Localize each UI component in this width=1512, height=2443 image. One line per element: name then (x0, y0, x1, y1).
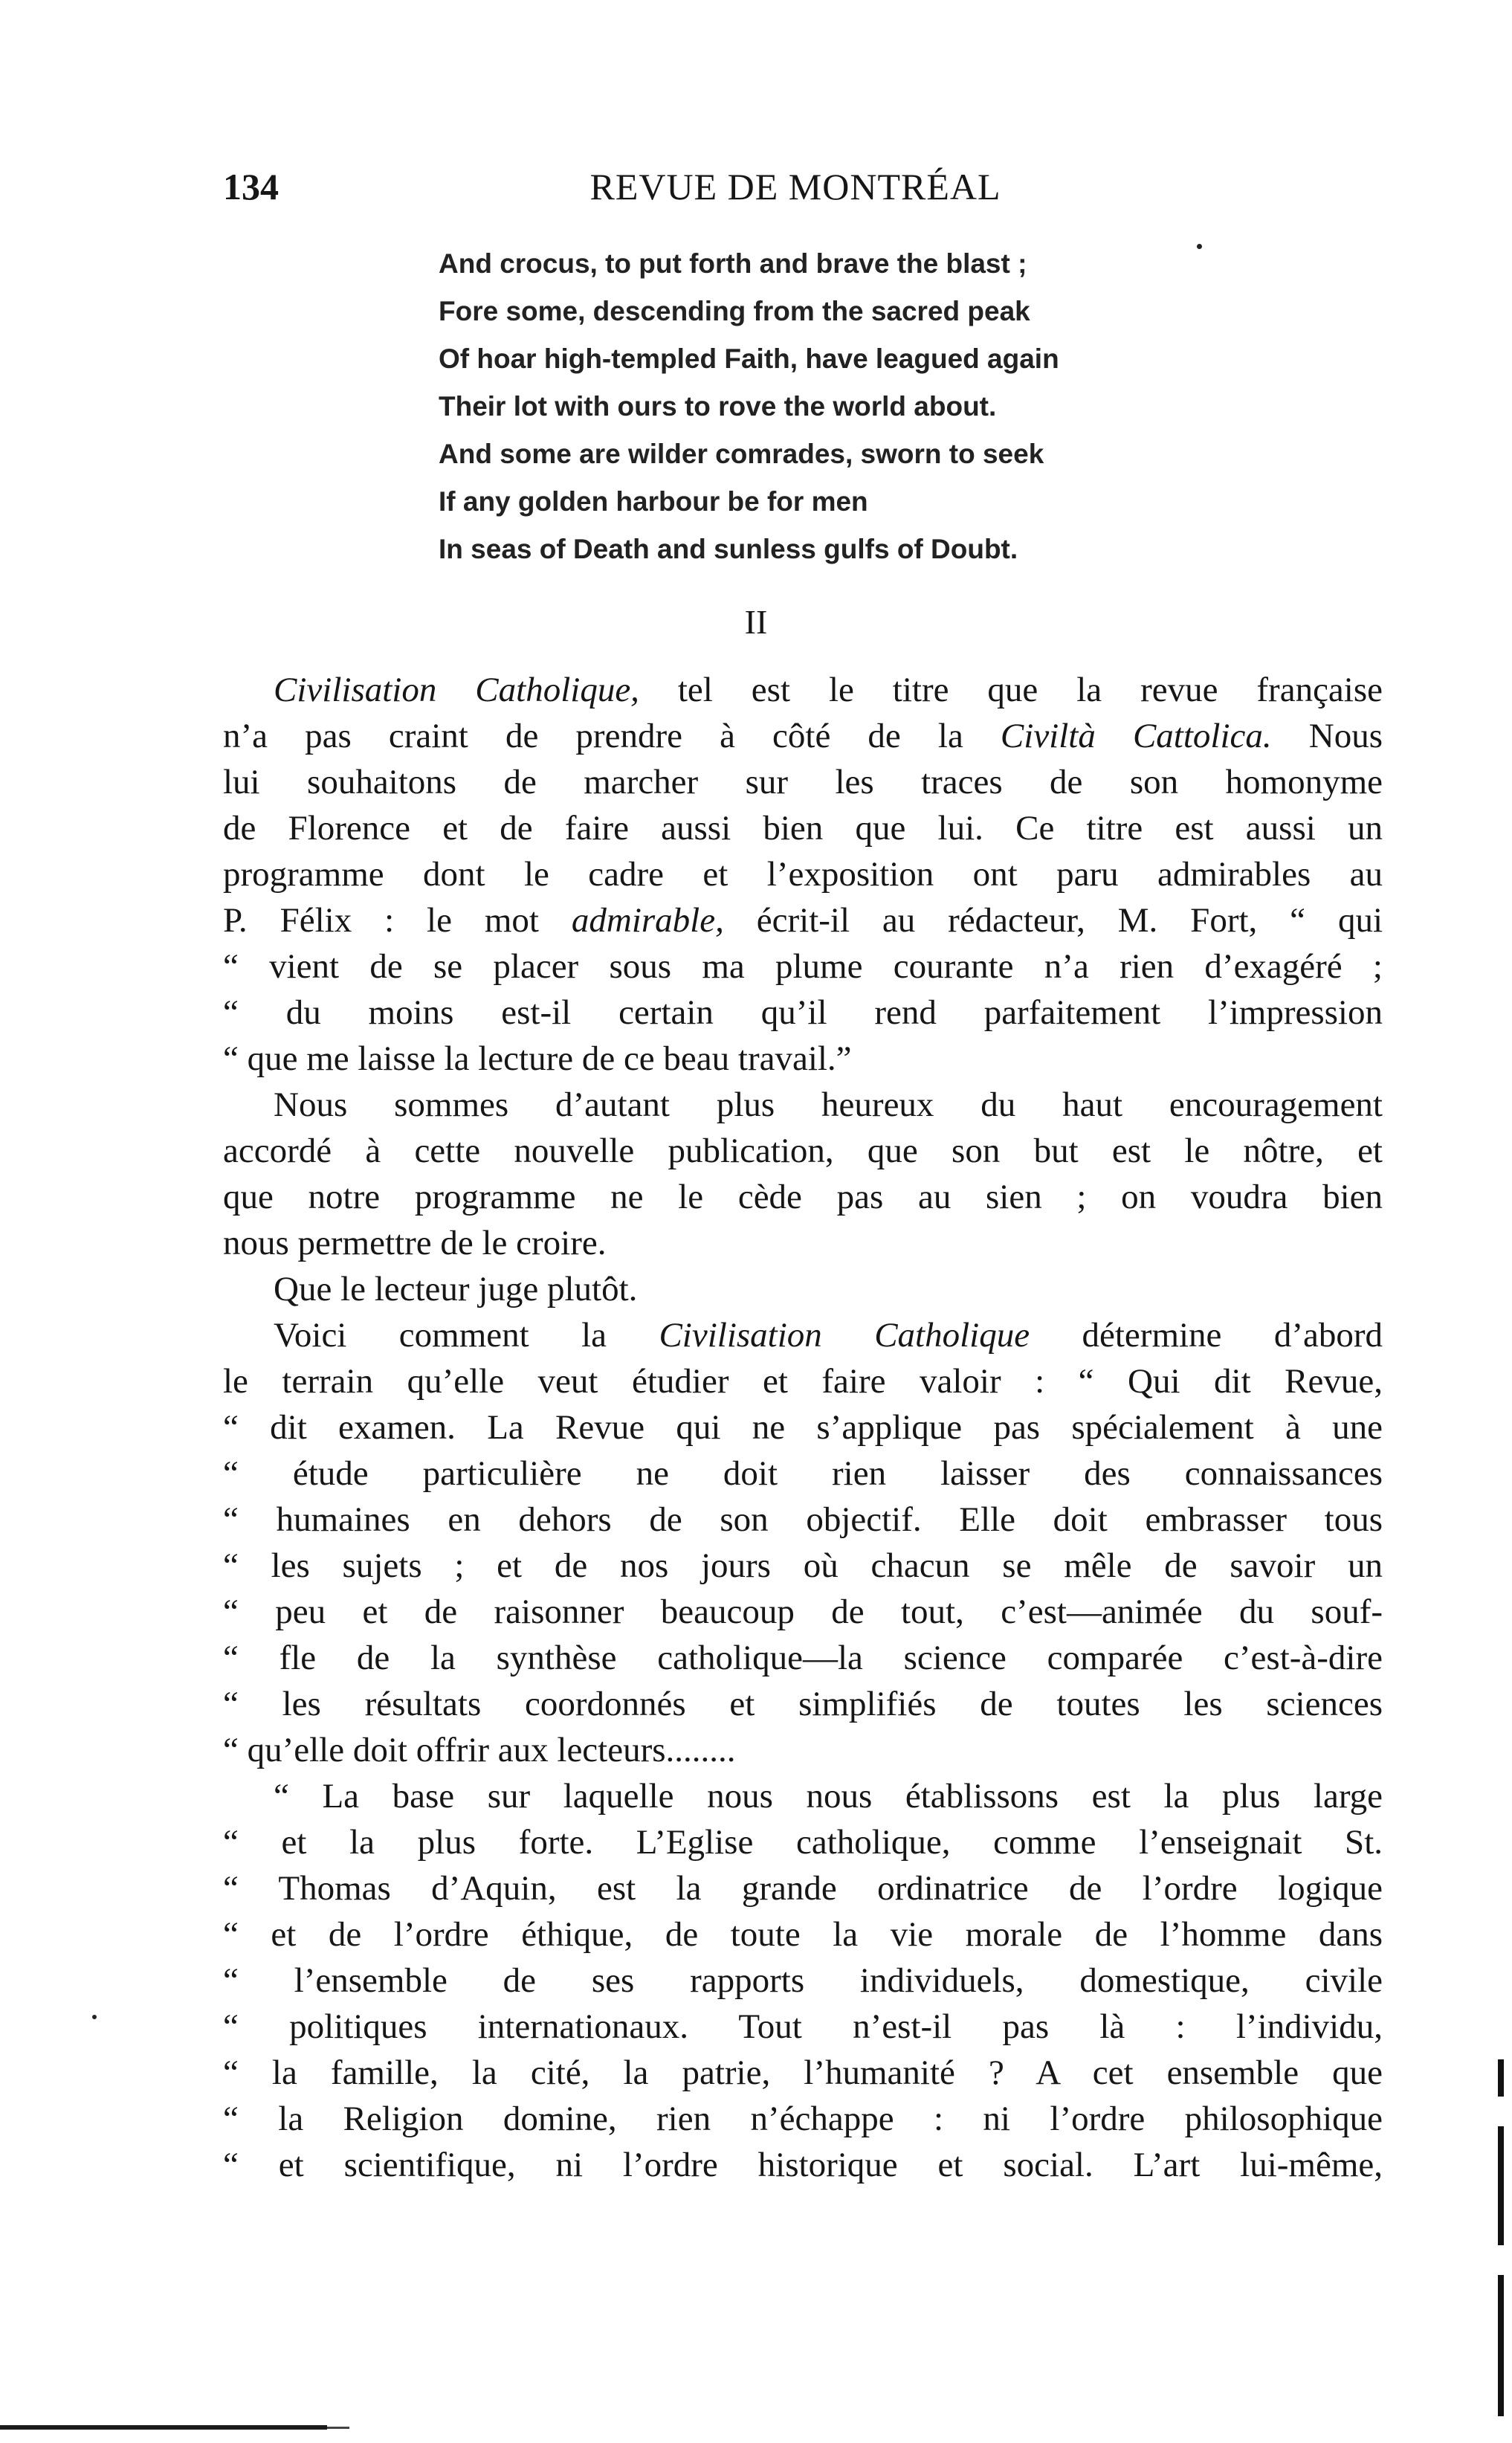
paragraph-line: “ du moins est-il certain qu’il rend parfaitement l’impression (223, 993, 1383, 1032)
text-run: détermine d’abord (1030, 1316, 1383, 1355)
italic-title: Civilisation Catholique, (274, 671, 639, 709)
scan-edge-mark (1498, 2059, 1504, 2097)
paragraph-line: “ politiques internationaux. Tout n’est-il pas là : l’individu, (223, 2007, 1383, 2046)
paragraph-line: “ l’ensemble de ses rapports individuels, domestique, civile (223, 1961, 1383, 2000)
paragraph-line: de Florence et de faire aussi bien que lui. Ce titre est aussi un (223, 809, 1383, 848)
paragraph-line: “ Thomas d’Aquin, est la grande ordinatrice de l’ordre logique (223, 1869, 1383, 1908)
italic-title: Civilisation Catholique (659, 1316, 1030, 1355)
text-run: P. Félix : le mot (223, 901, 572, 940)
scan-bottom-rule (0, 2425, 327, 2430)
text-run: Nous (1271, 717, 1383, 755)
section-numeral: II (744, 603, 768, 641)
paragraph-line: programme dont le cadre et l’exposition ont paru admirables au (223, 855, 1383, 894)
scan-edge-mark (1498, 2126, 1504, 2245)
page-header (223, 165, 1368, 225)
poem-line: And crocus, to put forth and brave the blast ; (439, 248, 1027, 279)
paragraph-line: le terrain qu’elle veut étudier et faire valoir : “ Qui dit Revue, (223, 1362, 1383, 1401)
poem-line: And some are wilder comrades, sworn to seek (439, 439, 1044, 469)
paragraph-line: “ et la plus forte. L’Eglise catholique, comme l’enseignait St. (223, 1823, 1383, 1862)
paragraph-line (223, 898, 1383, 943)
page-number: 134 (223, 166, 279, 207)
paragraph-line: nous permettre de le croire. (223, 1224, 607, 1262)
paragraph-line: “ et scientifique, ni l’ordre historique et social. L’art lui-même, (223, 2146, 1383, 2184)
paragraph-line: “ vient de se placer sous ma plume courante n’a rien d’exagéré ; (223, 947, 1383, 986)
paragraph-line: “ les résultats coordonnés et simplifiés de toutes les sciences (223, 1685, 1383, 1723)
paragraph-line: “ que me laisse la lecture de ce beau travail.” (223, 1039, 852, 1078)
paragraph-line: “ étude particulière ne doit rien laisser des connaissances (223, 1454, 1383, 1493)
paragraph-line: “ la famille, la cité, la patrie, l’humanité ? A cet ensemble que (223, 2053, 1383, 2092)
text-run: Voici comment la (274, 1316, 659, 1355)
scan-edge-mark (1498, 2275, 1504, 2416)
text-run: tel est le titre que la revue française (639, 671, 1383, 709)
paragraph-line: “ les sujets ; et de nos jours où chacun se mêle de savoir un (223, 1546, 1383, 1585)
paragraph-line: “ et de l’ordre éthique, de toute la vie morale de l’homme dans (223, 1915, 1383, 1954)
paragraph-line: “ qu’elle doit offrir aux lecteurs........ (223, 1731, 736, 1769)
poem-line: In seas of Death and sunless gulfs of Doubt. (439, 534, 1018, 564)
italic-word: admirable, (571, 901, 724, 940)
italic-title: Civiltà Cattolica. (1000, 717, 1272, 755)
running-head: REVUE DE MONTRÉAL (589, 166, 1001, 207)
paragraph-line (274, 668, 1383, 712)
ink-speck (1197, 244, 1202, 249)
paragraph-line: lui souhaitons de marcher sur les traces de son homonyme (223, 763, 1383, 801)
text-run: n’a pas craint de prendre à côté de la (223, 717, 1001, 755)
poem-line: If any golden harbour be for men (439, 486, 868, 517)
paragraph-line: “ peu et de raisonner beaucoup de tout, c’est—animée du souf- (223, 1592, 1383, 1631)
text-run: écrit-il au rédacteur, M. Fort, “ qui (723, 901, 1383, 940)
paragraph-line: “ dit examen. La Revue qui ne s’applique pas spécialement à une (223, 1408, 1383, 1447)
paragraph-line: Nous sommes d’autant plus heureux du haut encouragement (274, 1085, 1383, 1124)
paragraph-line: “ fle de la synthèse catholique—la science comparée c’est-à-dire (223, 1639, 1383, 1677)
paragraph-line: accordé à cette nouvelle publication, que son but est le nôtre, et (223, 1132, 1383, 1170)
poem-line: Their lot with ours to rove the world about. (439, 391, 997, 422)
paragraph-line (274, 1313, 1383, 1358)
poem-line: Of hoar high-templed Faith, have leagued again (439, 343, 1059, 374)
paragraph-line: “ La base sur laquelle nous nous établissons est la plus large (274, 1777, 1383, 1816)
paragraph-line: Que le lecteur juge plutôt. (274, 1270, 638, 1308)
ink-speck (92, 2015, 97, 2019)
scan-bottom-rule (327, 2427, 349, 2429)
paragraph-line: que notre programme ne le cède pas au sien ; on voudra bien (223, 1178, 1383, 1216)
paragraph-line: “ la Religion domine, rien n’échappe : ni l’ordre philosophique (223, 2100, 1383, 2138)
paragraph-line (223, 714, 1383, 758)
poem-line: Fore some, descending from the sacred peak (439, 296, 1030, 326)
paragraph-line: “ humaines en dehors de son objectif. Elle doit embrasser tous (223, 1500, 1383, 1539)
